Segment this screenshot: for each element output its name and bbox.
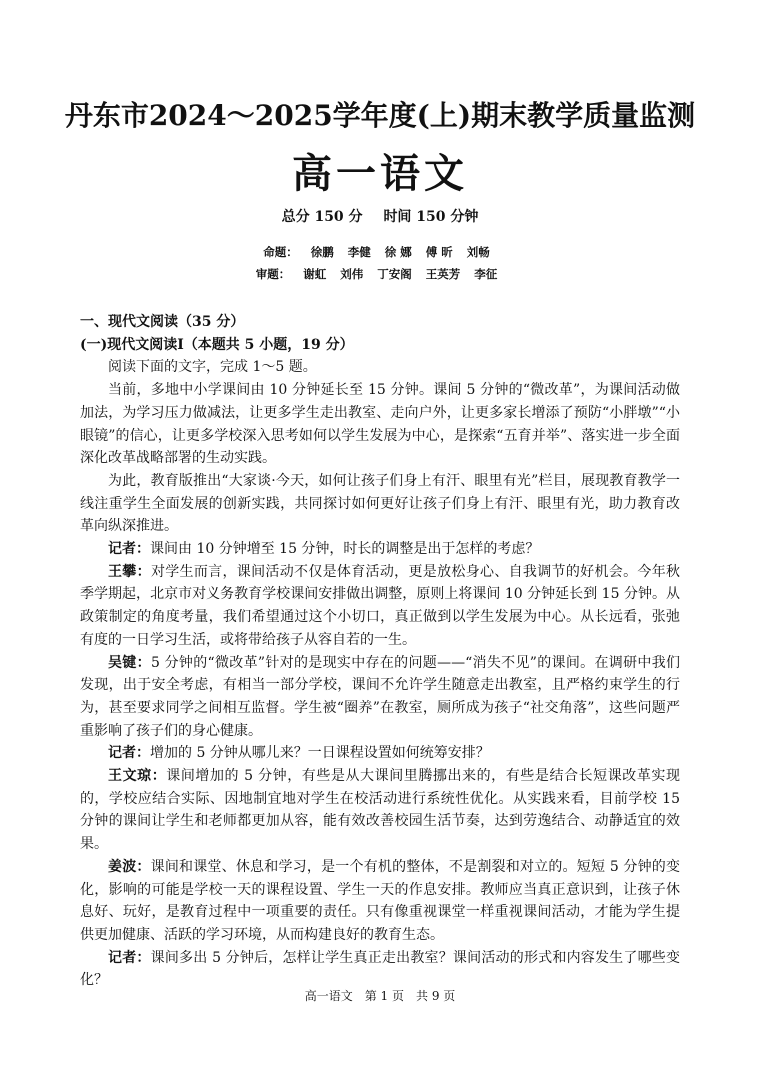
- paragraph: 当前，多地中小学课间由 10 分钟延长至 15 分钟。课间 5 分钟的“微改革”，为课间活动做加法，为学习压力做减法，让更多学生走出教室、走向户外，让更多家长增添了预防“小胖墩”“小眼镜”的信心，让更多学校深入思考如何以学生发展为中心，是探索“五育并举”、落实进一步全面深化改革战略部署的生动实践。: [80, 382, 680, 467]
- reviewer-name: 丁安阁: [377, 267, 412, 281]
- setter-name: 傅 昕: [425, 245, 453, 259]
- section-subheading: (一)现代文阅读Ⅰ（本题共 5 小题，19 分）: [80, 336, 354, 353]
- setter-name: 徐 娜: [384, 245, 412, 259]
- reviewer-name: 谢虹: [303, 267, 327, 281]
- paragraph: 记者：增加的 5 分钟从哪儿来？一日课程设置如何统筹安排？: [108, 745, 490, 762]
- speaker-label: 记者：: [108, 745, 150, 762]
- total-score: 总分 150 分: [281, 209, 363, 225]
- speaker-label: 王攀：: [108, 563, 151, 580]
- speaker-label: 记者：: [108, 949, 151, 966]
- exam-time: 时间 150 分钟: [383, 209, 479, 225]
- speaker-label: 记者：: [108, 541, 150, 558]
- page-footer: 高一语文 第 1 页 共 9 页: [304, 989, 456, 1003]
- speaker-label: 王文琼：: [108, 768, 167, 785]
- reviewer-name: 李征: [474, 267, 498, 281]
- setter-name: 徐鹏: [310, 245, 334, 259]
- paragraph: 王攀：对学生而言，课间活动不仅是体育活动，更是放松身心、自我调节的好机会。今年秋季学期起，北京市对义务教育学校课间安排做出调整，原则上将课间 10 分钟延长到 15 分钟。从政策制定的角度考量，我们希望通过这个小切口，真正做到以学生发展为中心。从长远看，张弛有度的一日学习生活，或将带给孩子从容自若的一生。: [80, 563, 681, 648]
- setter-name: 李健: [347, 245, 371, 259]
- paragraph: 记者：课间多出 5 分钟后，怎样让学生真正走出教室？课间活动的形式和内容发生了哪些变化？: [80, 949, 681, 989]
- score-time-line: [0, 207, 760, 227]
- paragraph: 王文琼：课间增加的 5 分钟，有些是从大课间里腾挪出来的，有些是结合长短课改革实现的，学校应结合实际、因地制宜地对学生在校活动进行系统性优化。从实践来看，目前学校 15 分钟的课间让学生和老师都更加从容，能有效改善校园生活节奏，达到劳逸结合、动静适宜的效果。: [80, 768, 680, 853]
- instruction-line: 阅读下面的文字，完成 1～5 题。: [108, 359, 317, 376]
- reviewers-line: [0, 266, 760, 282]
- reviewers-label: 审题：: [255, 267, 291, 281]
- section-heading: 一、现代文阅读（35 分）: [80, 314, 245, 330]
- reviewer-name: 王英芳: [425, 267, 461, 281]
- setter-name: 刘畅: [466, 245, 490, 259]
- reviewer-name: 刘伟: [340, 267, 364, 281]
- subject-title: 高一语文: [292, 150, 468, 197]
- paragraph: 姜波：课间和课堂、休息和学习，是一个有机的整体，不是割裂和对立的。短短 5 分钟的变化，影响的可能是学校一天的课程设置、学生一天的作息安排。教师应当真正意识到，让孩子休息好、玩好，是教育过程中一项重要的责任。只有像重视课堂一样重视课间活动，才能为学生提供更加健康、活跃的学习环境，从而构建良好的教育生态。: [80, 858, 681, 943]
- setters-label: 命题：: [263, 245, 298, 259]
- speaker-label: 姜波：: [108, 858, 151, 875]
- setters-line: [0, 244, 760, 260]
- paragraph: 吴键：5 分钟的“微改革”针对的是现实中存在的问题——“消失不见”的课间。在调研中我们发现，出于安全考虑，有相当一部分学校，课间不允许学生随意走出教室，且严格约束学生的行为，甚至要求同学之间相互监督。学生被“圈养”在教室，厕所成为孩子“社交角落”，这些问题严重影响了孩子们的身心健康。: [80, 654, 681, 739]
- speaker-label: 吴键：: [108, 654, 151, 671]
- paragraph: 为此，教育版推出“大家谈·今天，如何让孩子们身上有汗、眼里有光”栏目，展现教育教学一线注重学生全面发展的创新实践，共同探讨如何更好让孩子们身上有汗、眼里有光，助力教育改革向纵深推进。: [80, 472, 680, 535]
- paragraph: 记者：课间由 10 分钟增至 15 分钟，时长的调整是出于怎样的考虑？: [108, 541, 540, 558]
- reading-body: [80, 311, 680, 992]
- exam-title: 丹东市2024～2025学年度(上)期末教学质量监测: [64, 99, 696, 132]
